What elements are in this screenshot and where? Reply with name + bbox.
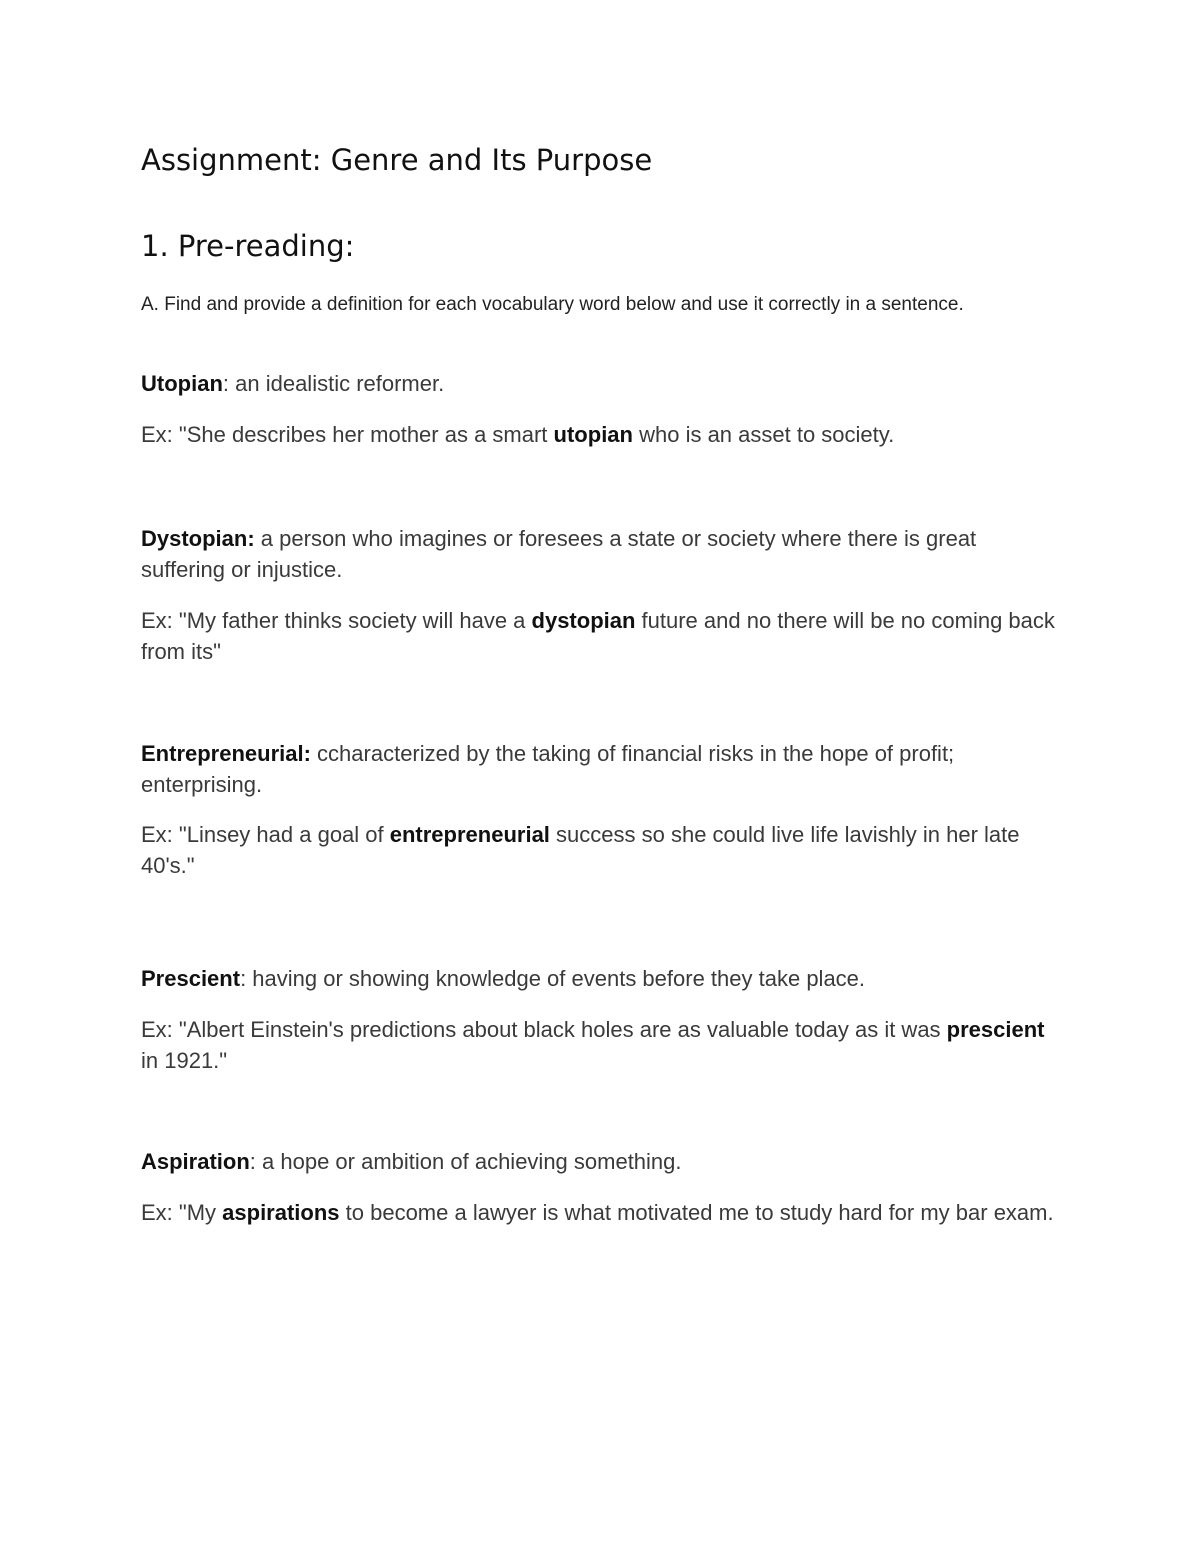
example-prefix: Ex: "Linsey had a goal of <box>141 822 390 847</box>
definition-text: having or showing knowledge of events before they take place. <box>246 966 866 991</box>
definition-text: a hope or ambition of achieving something. <box>255 1149 682 1174</box>
definition-text: an idealistic reformer. <box>229 371 445 396</box>
example-highlight-word: aspirations <box>222 1200 340 1225</box>
example-entrepreneurial <box>141 819 1056 881</box>
example-prefix: Ex: "My father thinks society will have a <box>141 608 532 633</box>
example-prefix: Ex: "My <box>141 1200 223 1225</box>
definition-prescient <box>141 963 1056 994</box>
vocab-term-prescient: Prescient <box>141 966 241 991</box>
vocab-term-entrepreneurial: Entrepreneurial: <box>141 741 311 766</box>
vocab-term-dystopian: Dystopian: <box>141 526 255 551</box>
example-highlight-word: entrepreneurial <box>389 822 550 847</box>
section-heading-pre-reading: 1. Pre-reading: <box>141 229 355 263</box>
example-aspiration <box>141 1197 1056 1228</box>
vocab-term-aspiration: Aspiration <box>141 1149 250 1174</box>
document-title: Assignment: Genre and Its Purpose <box>141 143 653 177</box>
definition-aspiration <box>141 1146 1056 1177</box>
definition-dystopian <box>141 523 1056 585</box>
vocab-term-utopian: Utopian <box>141 371 223 396</box>
example-prefix: Ex: "She describes her mother as a smart <box>141 422 554 447</box>
example-suffix: who is an asset to society. <box>632 422 895 447</box>
example-suffix: success so she could live life lavishly in her late 40's." <box>141 822 1020 878</box>
example-prefix: Ex: "Albert Einstein's predictions about black holes are as valuable today as it was <box>141 1017 947 1042</box>
example-suffix: future and no there will be no coming back from its" <box>141 608 1055 664</box>
definition-separator: : <box>249 1149 256 1174</box>
definition-utopian <box>141 368 1056 399</box>
definition-separator: : <box>240 966 247 991</box>
example-prescient <box>141 1014 1056 1076</box>
definition-entrepreneurial <box>141 738 1056 800</box>
example-highlight-word: prescient <box>946 1017 1045 1042</box>
definition-separator: : <box>222 371 230 396</box>
instruction-text: A. Find and provide a definition for each vocabulary word below and use it correctly in a sentence. <box>141 294 964 315</box>
example-dystopian <box>141 605 1056 667</box>
example-highlight-word: utopian <box>553 422 633 447</box>
example-utopian <box>141 419 1056 450</box>
example-highlight-word: dystopian <box>531 608 636 633</box>
definition-text: a person who imagines or foresees a state or society where there is great suffering or injustice. <box>141 526 977 582</box>
example-suffix: in 1921." <box>141 1048 228 1073</box>
definition-text: ccharacterized by the taking of financial risks in the hope of profit; enterprising. <box>141 741 955 797</box>
example-suffix: to become a lawyer is what motivated me to study hard for my bar exam. <box>339 1200 1054 1225</box>
